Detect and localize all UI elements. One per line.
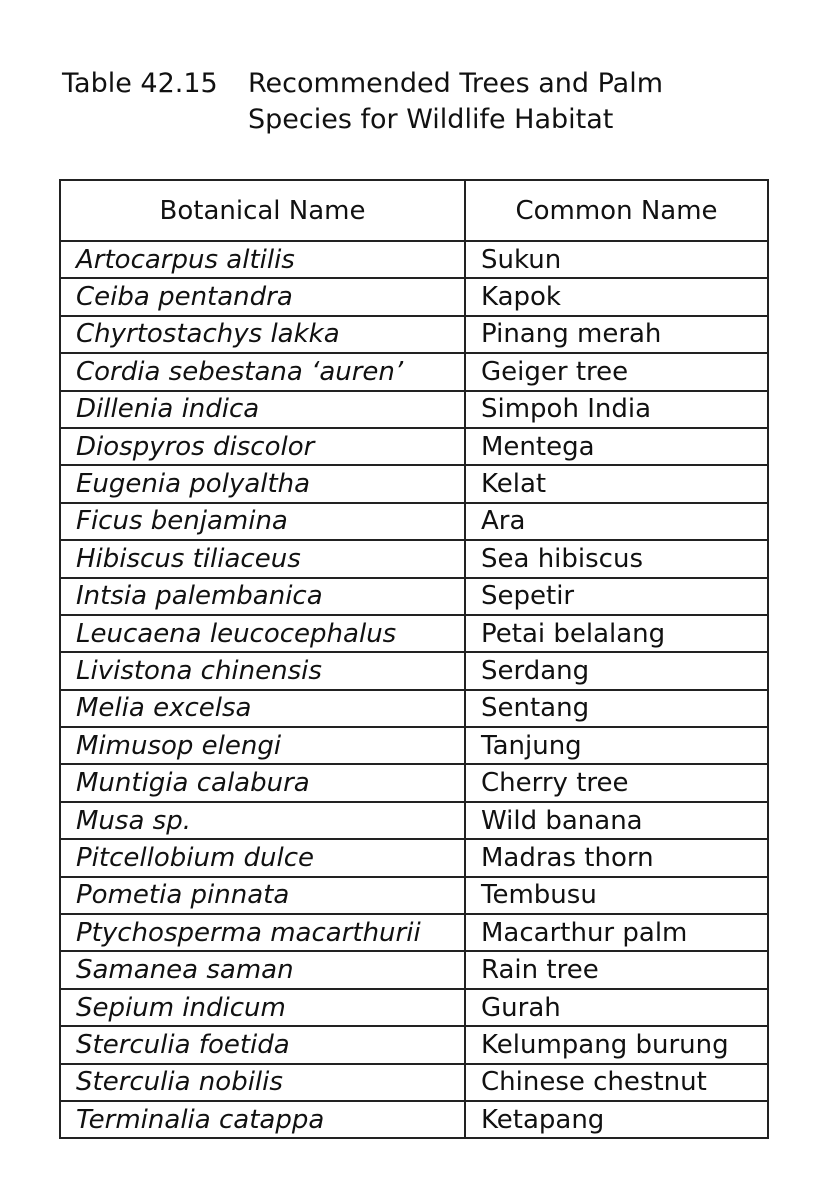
botanical-name-cell: Eugenia polyaltha <box>60 465 465 502</box>
botanical-name-cell: Muntigia calabura <box>60 764 465 801</box>
common-name-cell: Kelumpang burung <box>465 1026 768 1063</box>
common-name-cell: Sea hibiscus <box>465 540 768 577</box>
table-row <box>60 503 768 540</box>
table-row <box>60 1026 768 1063</box>
botanical-name-cell: Ceiba pentandra <box>60 278 465 315</box>
table-row <box>60 1064 768 1101</box>
table-row <box>60 727 768 764</box>
botanical-name-cell: Musa sp. <box>60 802 465 839</box>
common-name-cell: Sepetir <box>465 578 768 615</box>
common-name-cell: Pinang merah <box>465 316 768 353</box>
botanical-name-cell: Diospyros discolor <box>60 428 465 465</box>
common-name-cell: Sukun <box>465 241 768 278</box>
common-name-cell: Macarthur palm <box>465 914 768 951</box>
common-name-cell: Geiger tree <box>465 353 768 390</box>
botanical-name-cell: Ptychosperma macarthurii <box>60 914 465 951</box>
common-name-cell: Kapok <box>465 278 768 315</box>
common-name-cell: Ara <box>465 503 768 540</box>
botanical-name-cell: Hibiscus tiliaceus <box>60 540 465 577</box>
table-row <box>60 241 768 278</box>
table-row <box>60 652 768 689</box>
common-name-cell: Gurah <box>465 989 768 1026</box>
table-row <box>60 951 768 988</box>
table-row <box>60 353 768 390</box>
botanical-name-cell: Sepium indicum <box>60 989 465 1026</box>
botanical-name-cell: Ficus benjamina <box>60 503 465 540</box>
common-name-cell: Tembusu <box>465 877 768 914</box>
common-name-cell: Mentega <box>465 428 768 465</box>
botanical-name-cell: Sterculia nobilis <box>60 1064 465 1101</box>
table-row <box>60 615 768 652</box>
common-name-cell: Kelat <box>465 465 768 502</box>
table-row <box>60 877 768 914</box>
species-table <box>59 179 769 1139</box>
table-title: Recommended Trees and Palm Species for Wildlife Habitat <box>248 68 664 135</box>
common-name-cell: Ketapang <box>465 1101 768 1138</box>
table-row <box>60 465 768 502</box>
common-name-cell: Simpoh India <box>465 391 768 428</box>
common-name-cell: Cherry tree <box>465 764 768 801</box>
botanical-name-cell: Intsia palembanica <box>60 578 465 615</box>
botanical-name-cell: Leucaena leucocephalus <box>60 615 465 652</box>
header-common-name: Common Name <box>465 180 768 241</box>
header-botanical-name: Botanical Name <box>60 180 465 241</box>
table-row <box>60 764 768 801</box>
common-name-cell: Sentang <box>465 690 768 727</box>
common-name-cell: Wild banana <box>465 802 768 839</box>
table-row <box>60 391 768 428</box>
botanical-name-cell: Pitcellobium dulce <box>60 839 465 876</box>
botanical-name-cell: Dillenia indica <box>60 391 465 428</box>
table-row <box>60 802 768 839</box>
botanical-name-cell: Artocarpus altilis <box>60 241 465 278</box>
botanical-name-cell: Melia excelsa <box>60 690 465 727</box>
table-row <box>60 839 768 876</box>
common-name-cell: Petai belalang <box>465 615 768 652</box>
botanical-name-cell: Terminalia catappa <box>60 1101 465 1138</box>
table-row <box>60 690 768 727</box>
botanical-name-cell: Samanea saman <box>60 951 465 988</box>
table-number: Table 42.15 <box>62 68 218 99</box>
common-name-cell: Serdang <box>465 652 768 689</box>
botanical-name-cell: Chyrtostachys lakka <box>60 316 465 353</box>
table-row <box>60 278 768 315</box>
table-row <box>60 316 768 353</box>
botanical-name-cell: Sterculia foetida <box>60 1026 465 1063</box>
table-row <box>60 540 768 577</box>
table-row <box>60 914 768 951</box>
common-name-cell: Chinese chestnut <box>465 1064 768 1101</box>
common-name-cell: Madras thorn <box>465 839 768 876</box>
table-row <box>60 1101 768 1138</box>
table-body <box>60 241 768 1138</box>
botanical-name-cell: Cordia sebestana ‘auren’ <box>60 353 465 390</box>
common-name-cell: Rain tree <box>465 951 768 988</box>
common-name-cell: Tanjung <box>465 727 768 764</box>
botanical-name-cell: Mimusop elengi <box>60 727 465 764</box>
table-header-row <box>60 180 768 241</box>
table-row <box>60 578 768 615</box>
table-row <box>60 428 768 465</box>
botanical-name-cell: Pometia pinnata <box>60 877 465 914</box>
table-row <box>60 989 768 1026</box>
botanical-name-cell: Livistona chinensis <box>60 652 465 689</box>
